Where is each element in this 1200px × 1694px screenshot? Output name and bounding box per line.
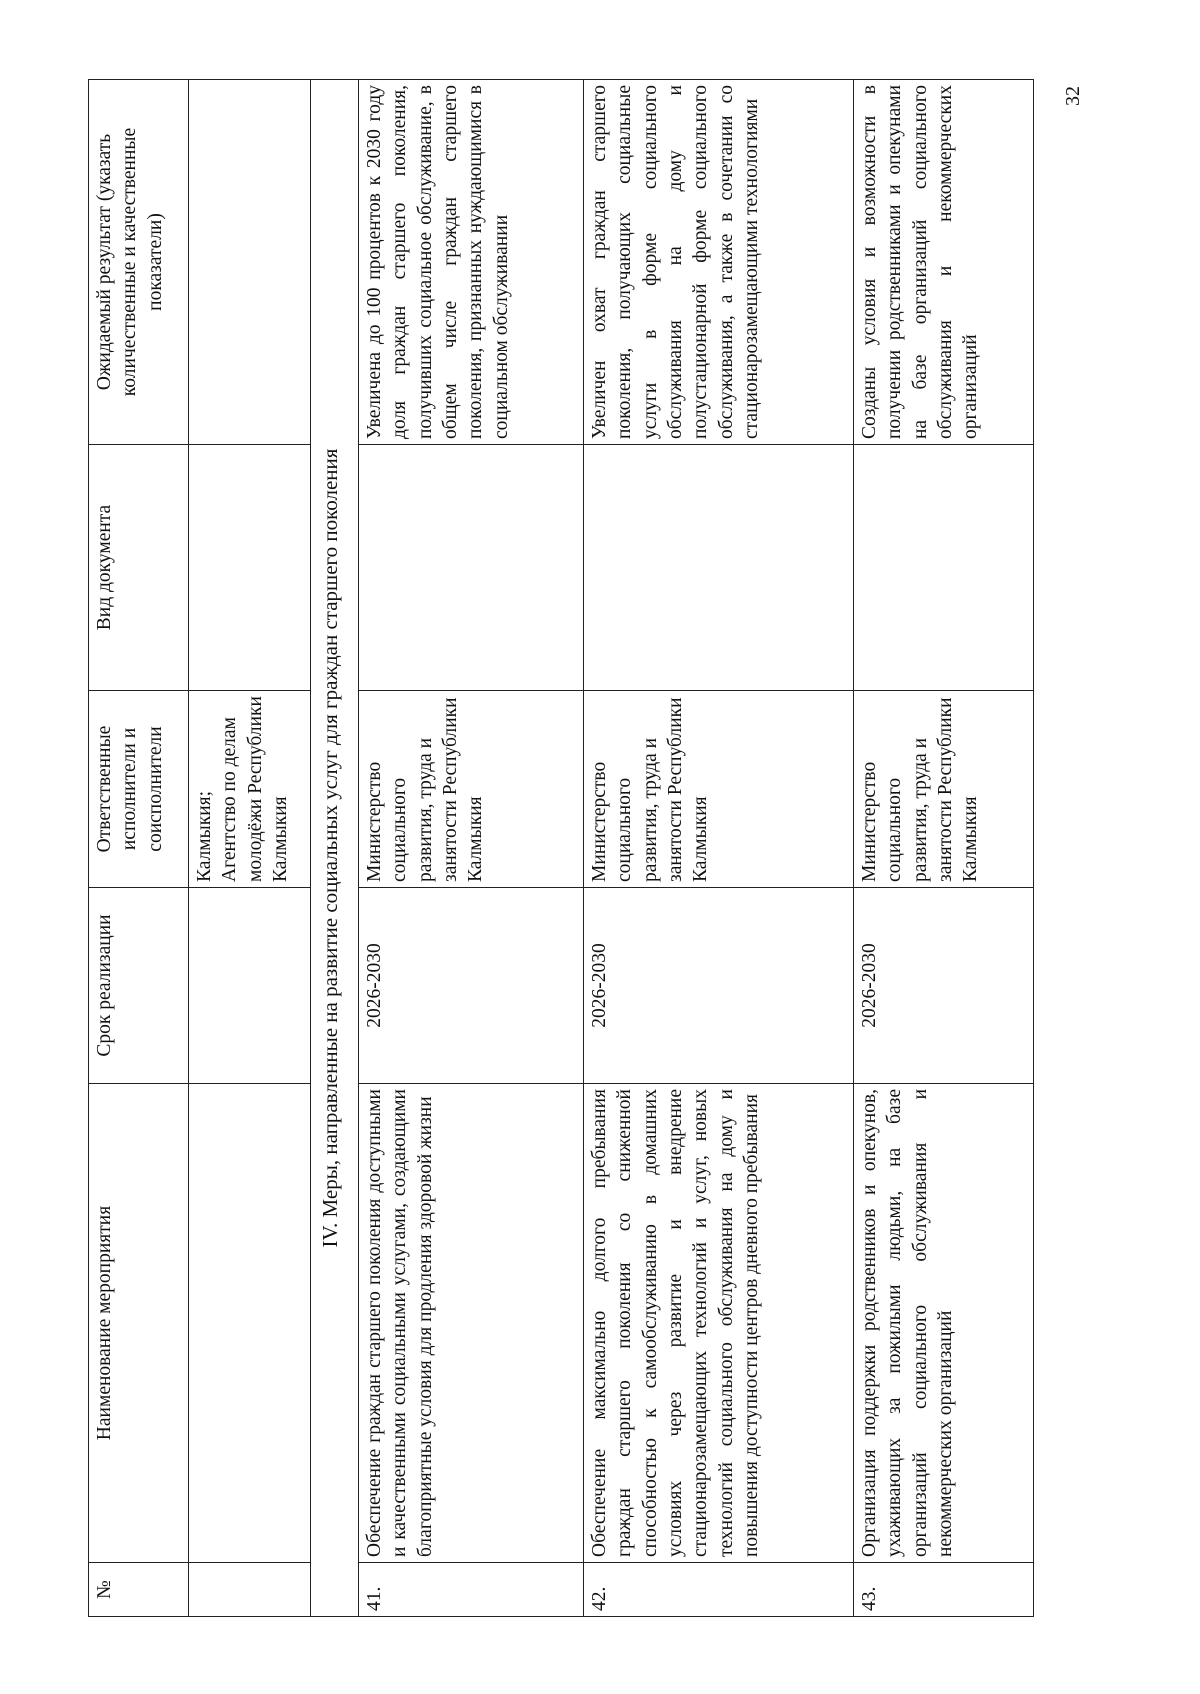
cont-result xyxy=(189,80,311,445)
header-document: Вид документа xyxy=(89,445,189,691)
cont-number xyxy=(189,1563,311,1617)
section-title: IV. Меры, направленные на развитие социальных услуг для граждан старшего поколения xyxy=(311,80,359,1617)
row-term: 2026-2030 xyxy=(584,888,854,1084)
row-term: 2026-2030 xyxy=(359,888,584,1084)
header-term: Срок реализации xyxy=(89,888,189,1084)
row-document xyxy=(584,445,854,691)
cont-name xyxy=(189,1084,311,1563)
header-result: Ожидаемый результат (указать количественные и качественные показатели) xyxy=(89,80,189,445)
cont-term xyxy=(189,888,311,1084)
row-responsible: Министерство социального развития, труда и занятости Республики Калмыкия xyxy=(854,691,1034,888)
row-responsible: Министерство социального развития, труда и занятости Республики Калмыкия xyxy=(584,691,854,888)
header-name: Наименование мероприятия xyxy=(89,1084,189,1563)
table-row xyxy=(854,80,1034,1617)
row-name: Обеспечение максимально долгого пребывания граждан старшего поколения со сниженной способностью к самообслуживанию в домашних условиях через развитие и внедрение стационарозамещающих технологий и услуг, новых технологий социального обслуживания на дому и повышения доступности центров дневного пребывания xyxy=(584,1084,854,1563)
row-name: Обеспечение граждан старшего поколения доступными и качественными социальными услугами, создающими благоприятные условия для продления здоровой жизни xyxy=(359,1084,584,1563)
continuation-row xyxy=(189,80,311,1617)
table-row xyxy=(359,80,584,1617)
cont-document xyxy=(189,445,311,691)
header-number: № xyxy=(89,1563,189,1617)
row-result: Созданы условия и возможности в получении родственниками и опекунами на базе организаций социального обслуживания и некоммерческих организаций xyxy=(854,80,1034,445)
cont-responsible: Калмыкия; Агентство по делам молодёжи Республики Калмыкия xyxy=(189,691,311,888)
measures-table xyxy=(88,79,1034,1617)
row-number: 41. xyxy=(359,1563,584,1617)
row-name: Организация поддержки родственников и опекунов, ухаживающих за пожилыми людьми, на базе организаций социального обслуживания и некоммерческих организаций xyxy=(854,1084,1034,1563)
header-responsible: Ответственные исполнители и соисполнители xyxy=(89,691,189,888)
rotated-table-container xyxy=(88,80,1058,1617)
page-number: 32 xyxy=(1062,86,1084,106)
row-result: Увеличена до 100 процентов к 2030 году доля граждан старшего поколения, получивших социальное обслуживание, в общем числе граждан старшего поколения, признанных нуждающимися в социальном обслуживании xyxy=(359,80,584,445)
table-row xyxy=(584,80,854,1617)
row-document xyxy=(854,445,1034,691)
row-number: 42. xyxy=(584,1563,854,1617)
row-responsible: Министерство социального развития, труда и занятости Республики Калмыкия xyxy=(359,691,584,888)
section-row xyxy=(311,80,359,1617)
row-number: 43. xyxy=(854,1563,1034,1617)
table-header-row xyxy=(89,80,189,1617)
row-document xyxy=(359,445,584,691)
row-term: 2026-2030 xyxy=(854,888,1034,1084)
row-result: Увеличен охват граждан старшего поколения, получающих социальные услуги в форме социального обслуживания на дому и полустационарной форме социального обслуживания, а также в сочетании со стационарозамещающими технологиями xyxy=(584,80,854,445)
